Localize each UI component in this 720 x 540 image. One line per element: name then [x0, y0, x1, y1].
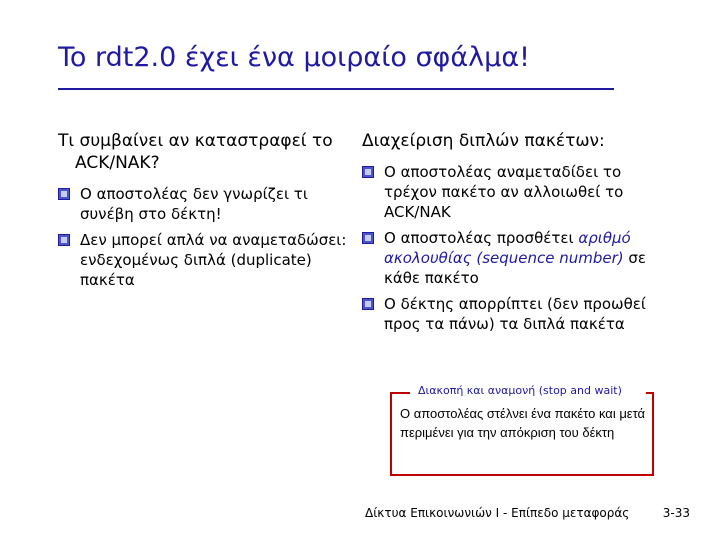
- right-bullet: [362, 228, 662, 288]
- bullet-box-icon: [58, 234, 70, 246]
- title-underline: [58, 88, 614, 90]
- right-heading: Διαχείριση διπλών πακέτων:: [362, 131, 605, 151]
- right-bullet-list: [362, 162, 662, 334]
- left-bullet-text: Δεν μπορεί απλά να αναμεταδώσει: ενδεχομένως διπλά (duplicate) πακέτα: [80, 231, 347, 289]
- right-bullet: [362, 162, 662, 222]
- left-bullet-list: [58, 184, 358, 290]
- page-number: 3-33: [662, 506, 690, 520]
- right-bullet: [362, 294, 662, 334]
- left-column: [58, 130, 358, 296]
- callout-label: Διακοπή και αναμονή (stop and wait): [418, 384, 622, 397]
- callout-border-top: [390, 392, 410, 394]
- left-bullet-text: Ο αποστολέας δεν γνωρίζει τι συνέβη στο δέκτη!: [80, 185, 308, 223]
- right-bullet-text-before: Ο αποστολέας προσθέτει: [384, 229, 579, 247]
- left-bullet: [58, 230, 358, 290]
- bullet-box-icon: [362, 298, 374, 310]
- sequence-number-term: αριθμό ακολουθίας (sequence number): [384, 229, 631, 267]
- footer-text: Δίκτυα Επικοινωνιών Ι - Επίπεδο μεταφοράς: [365, 506, 630, 520]
- right-bullet-text: Ο αποστολέας αναμεταδίδει το τρέχον πακέτο αν αλλοιωθεί το ACK/NAK: [384, 163, 624, 221]
- right-bullet-text-after: σε κάθε πακέτο: [384, 249, 647, 287]
- right-bullet-text: Ο δέκτης απορρίπτει (δεν προωθεί προς τα πάνω) τα διπλά πακέτα: [384, 295, 646, 333]
- callout-border-right: [652, 392, 654, 474]
- left-bullet: [58, 184, 358, 224]
- stop-and-wait-callout: [390, 384, 654, 476]
- bullet-box-icon: [362, 232, 374, 244]
- bullet-box-icon: [362, 166, 374, 178]
- left-heading: Τι συμβαίνει αν καταστραφεί το ACK/NAK?: [58, 131, 333, 173]
- bullet-box-icon: [58, 188, 70, 200]
- callout-text: Ο αποστολέας στέλνει ένα πακέτο και μετά περιμένει για την απόκριση του δέκτη: [400, 406, 646, 440]
- right-column: [362, 130, 662, 340]
- slide-title: To rdt2.0 έχει ένα μοιραίο σφάλμα!: [58, 42, 530, 73]
